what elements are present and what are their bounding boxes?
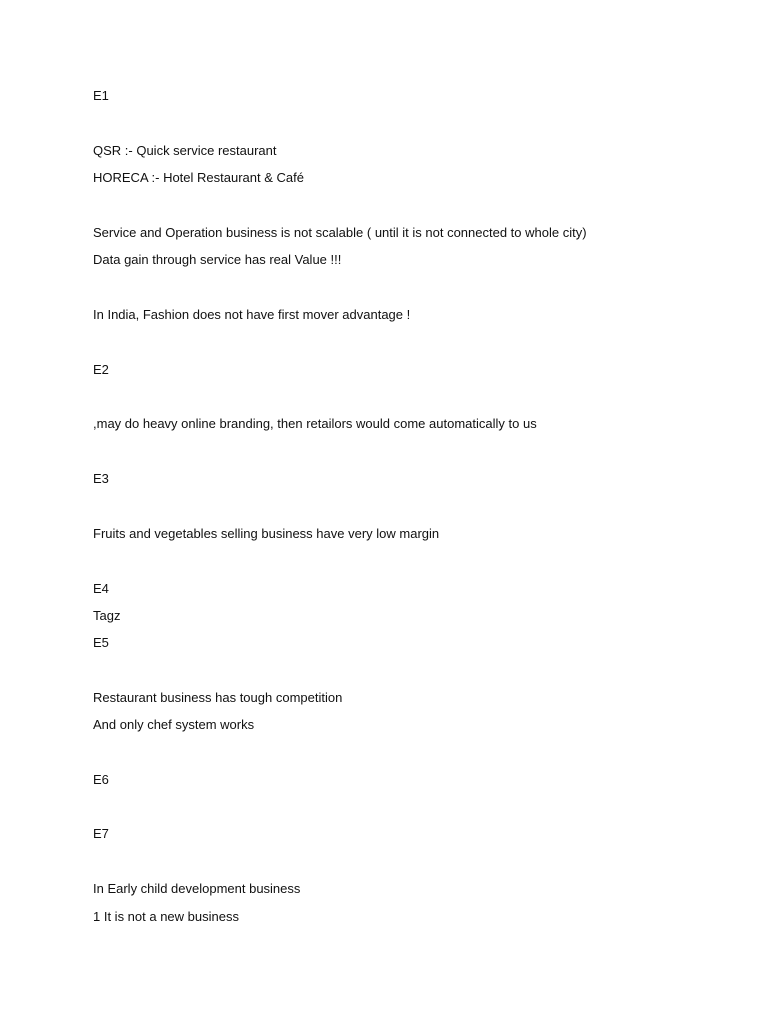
heading-e4: E4 (93, 581, 109, 596)
heading-e7: E7 (93, 826, 109, 841)
heading-e3: E3 (93, 471, 109, 486)
text-line: HORECA :- Hotel Restaurant & Café (93, 170, 304, 185)
text-line: In India, Fashion does not have first mover advantage ! (93, 307, 411, 322)
text-line: ,may do heavy online branding, then retailors would come automatically to us (93, 416, 537, 431)
heading-e5: E5 (93, 635, 109, 650)
text-line: Tagz (93, 608, 121, 623)
text-line: And only chef system works (93, 717, 255, 732)
heading-e1: E1 (93, 88, 109, 103)
heading-e2: E2 (93, 362, 109, 377)
text-line: Restaurant business has tough competition (93, 690, 343, 705)
heading-e6: E6 (93, 772, 109, 787)
text-line: QSR :- Quick service restaurant (93, 143, 277, 158)
text-line: In Early child development business (93, 881, 301, 896)
text-line: 1 It is not a new business (93, 909, 239, 924)
text-line: Fruits and vegetables selling business have very low margin (93, 526, 440, 541)
text-line: Data gain through service has real Value !!! (93, 252, 342, 267)
text-line: Service and Operation business is not scalable ( until it is not connected to whole city) (93, 225, 587, 240)
